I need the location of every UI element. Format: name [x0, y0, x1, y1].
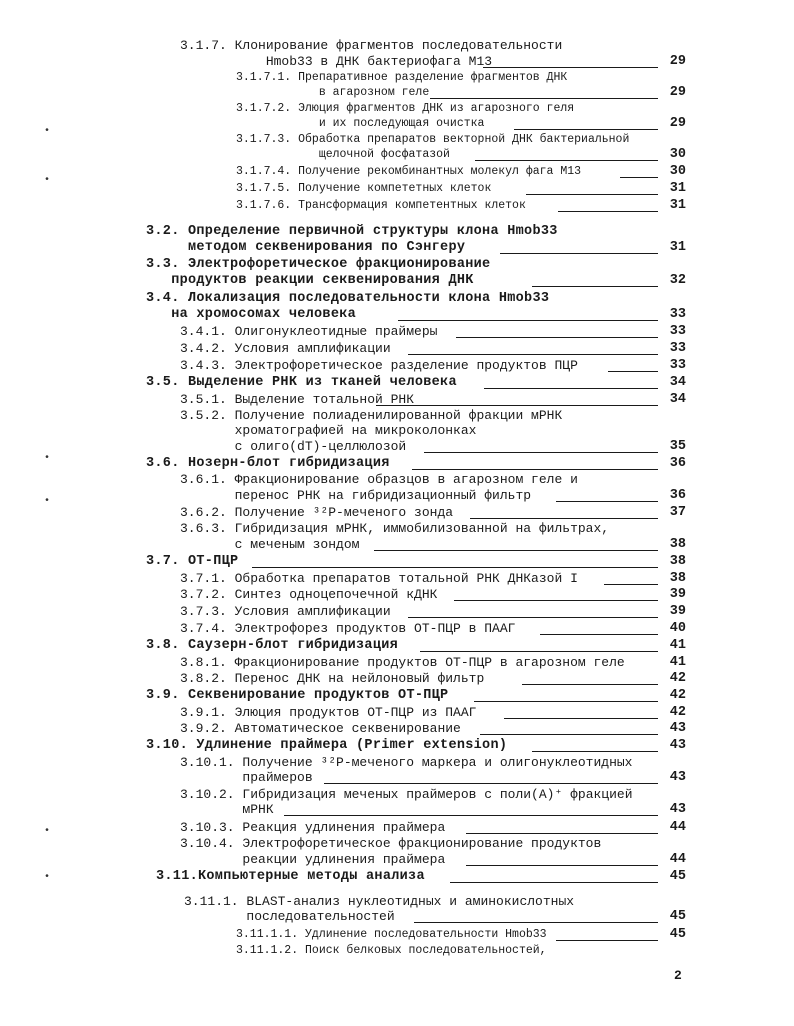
toc-entry-3-1-7-line1: 3.1.7. Клонирование фрагментов последовательности	[180, 38, 563, 53]
toc-page-number: 43	[669, 721, 686, 736]
toc-page-number: 29	[669, 116, 686, 131]
toc-page-number: 44	[669, 852, 686, 867]
toc-entry-3-5-2-line3: с олиго(dT)-целлюлозой	[180, 439, 407, 454]
toc-entry-3-8-2: 3.8.2. Перенос ДНК на нейлоновый фильтр	[180, 671, 485, 686]
leader-line	[604, 584, 658, 585]
leader-line	[284, 815, 658, 816]
toc-entry-3-7: 3.7. ОТ-ПЦР	[146, 554, 239, 569]
leader-line	[466, 865, 658, 866]
leader-line	[480, 734, 658, 735]
toc-entry-3-1-7-3-line2: щелочной фосфатазой	[236, 148, 450, 161]
toc-page-number: 35	[669, 439, 686, 454]
toc-page-number: 30	[669, 164, 686, 179]
toc-page-number: 31	[669, 240, 686, 255]
leader-line	[412, 469, 658, 470]
toc-page-number: 43	[669, 802, 686, 817]
leader-line	[514, 129, 658, 130]
leader-line	[556, 501, 658, 502]
leader-line	[532, 286, 658, 287]
toc-entry-3-5-2-line1: 3.5.2. Получение полиаденилированной фракции мРНК	[180, 408, 563, 423]
toc-entry-3-1-7-3-line1: 3.1.7.3. Обработка препаратов векторной ДНК бактериальной	[236, 133, 630, 146]
toc-page-number: 33	[669, 358, 686, 373]
leader-line	[420, 651, 658, 652]
toc-entry-3-7-2: 3.7.2. Синтез одноцепочечной кДНК	[180, 587, 438, 602]
leader-line	[532, 751, 658, 752]
toc-entry-3-4-line1: 3.4. Локализация последовательности клона Hmob33	[146, 291, 550, 306]
leader-line	[504, 718, 658, 719]
toc-page-number: 30	[669, 147, 686, 162]
leader-line	[430, 98, 658, 99]
leader-line	[408, 354, 658, 355]
toc-entry-3-9-1: 3.9.1. Элюция продуктов ОТ-ПЦР из ПААГ	[180, 705, 477, 720]
toc-entry-3-3-line2: продуктов реакции секвенирования ДНК	[146, 273, 474, 288]
toc-entry-3-1-7-1-line1: 3.1.7.1. Препаративное разделение фрагментов ДНК	[236, 71, 568, 84]
toc-page-number: 40	[669, 621, 686, 636]
toc-entry-3-5: 3.5. Выделение РНК из тканей человека	[146, 375, 457, 390]
toc-entry-3-9: 3.9. Секвенирование продуктов ОТ-ПЦР	[146, 688, 449, 703]
toc-page-number: 33	[669, 324, 686, 339]
scan-mark-dot: •	[44, 496, 51, 507]
toc-entry-3-11-1-line2: последовательностей	[184, 909, 395, 924]
toc-entry-3-4-line2: на хромосомах человека	[146, 307, 357, 322]
toc-entry-3-5-2-line2: хроматографией на микроколонках	[180, 423, 477, 438]
toc-entry-3-1-7-line2: Hmob33 в ДНК бактериофага M13	[180, 54, 493, 69]
toc-page-number: 36	[669, 488, 686, 503]
toc-page-number: 33	[669, 307, 686, 322]
toc-entry-3-6-3-line1: 3.6.3. Гибридизация мРНК, иммобилизованной на фильтрах,	[180, 521, 610, 536]
toc-page-number: 29	[669, 54, 686, 69]
toc-entry-3-6: 3.6. Нозерн-блот гибридизация	[146, 456, 390, 471]
toc-entry-3-1-7-2-line2: и их последующая очистка	[236, 117, 485, 130]
toc-entry-3-6-2: 3.6.2. Получение ³²P-меченого зонда	[180, 505, 454, 520]
toc-page-number: 32	[669, 273, 686, 288]
leader-line	[414, 922, 658, 923]
toc-page-number: 33	[669, 341, 686, 356]
toc-entry-3-11-1-1: 3.11.1.1. Удлинение последовательности Hmob33	[236, 928, 547, 941]
toc-entry-3-5-1: 3.5.1. Выделение тотальной РНК	[180, 392, 415, 407]
toc-page-number: 39	[669, 587, 686, 602]
toc-page-number: 42	[669, 671, 686, 686]
leader-line	[454, 600, 658, 601]
toc-entry-3-4-1: 3.4.1. Олигонуклеотидные праймеры	[180, 324, 438, 339]
toc-entry-3-10-2-line2: мРНК	[180, 802, 274, 817]
scan-mark-dot: •	[44, 126, 51, 137]
toc-entry-3-2-line2: методом секвенирования по Сэнгеру	[146, 240, 466, 255]
leader-line	[620, 177, 658, 178]
leader-line	[475, 160, 658, 161]
toc-entry-3-4-3: 3.4.3. Электрофоретическое разделение продуктов ПЦР	[180, 358, 578, 373]
toc-page-number: 42	[669, 688, 686, 703]
toc-entry-3-11-1-line1: 3.11.1. BLAST-анализ нуклеотидных и аминокислотных	[184, 894, 575, 909]
scan-mark-dot: •	[44, 175, 51, 186]
toc-entry-3-7-1: 3.7.1. Обработка препаратов тотальной РНК ДНКазой I	[180, 571, 578, 586]
toc-entry-3-1-7-6: 3.1.7.6. Трансформация компетентных клеток	[236, 199, 526, 212]
leader-line	[500, 253, 658, 254]
leader-line	[608, 371, 658, 372]
leader-line	[450, 882, 658, 883]
toc-page-number: 31	[669, 181, 686, 196]
toc-page-number: 43	[669, 770, 686, 785]
toc-page-number: 37	[669, 505, 686, 520]
leader-line	[408, 617, 658, 618]
leader-line	[376, 405, 658, 406]
leader-line	[424, 452, 658, 453]
leader-line	[540, 634, 658, 635]
toc-entry-3-6-1-line2: перенос РНК на гибридизационный фильтр	[180, 488, 532, 503]
toc-page-number: 41	[669, 638, 686, 653]
leader-line	[374, 550, 658, 551]
toc-entry-3-4-2: 3.4.2. Условия амплификации	[180, 341, 391, 356]
toc-entry-3-1-7-1-line2: в агарозном геле	[236, 86, 430, 99]
toc-entry-3-10-4-line2: реакции удлинения праймера	[180, 852, 446, 867]
toc-page-number: 38	[669, 571, 686, 586]
toc-page-number: 34	[669, 375, 686, 390]
leader-line	[526, 194, 658, 195]
toc-entry-3-7-4: 3.7.4. Электрофорез продуктов ОТ-ПЦР в ПААГ	[180, 621, 516, 636]
toc-page-number: 41	[669, 655, 686, 670]
toc-page-number: 44	[669, 820, 686, 835]
page-number: 2	[674, 968, 682, 983]
scan-mark-dot: •	[44, 826, 51, 837]
toc-entry-3-1-7-4: 3.1.7.4. Получение рекомбинантных молекул фага M13	[236, 165, 582, 178]
toc-page-number: 36	[669, 456, 686, 471]
toc-entry-3-10-2-line1: 3.10.2. Гибридизация меченых праймеров с поли(A)⁺ фракцией	[180, 787, 633, 802]
toc-entry-3-8: 3.8. Саузерн-блот гибридизация	[146, 638, 399, 653]
scan-mark-dot: •	[44, 453, 51, 464]
leader-line	[484, 388, 658, 389]
leader-line	[398, 320, 658, 321]
leader-line	[556, 940, 658, 941]
toc-page-number: 38	[669, 537, 686, 552]
leader-line	[558, 211, 658, 212]
toc-entry-3-10-3: 3.10.3. Реакция удлинения праймера	[180, 820, 446, 835]
toc-page-number: 43	[669, 738, 686, 753]
toc-entry-3-9-2: 3.9.2. Автоматическое секвенирование	[180, 721, 461, 736]
leader-line	[252, 567, 658, 568]
leader-line	[483, 67, 658, 68]
toc-page-number: 31	[669, 198, 686, 213]
toc-page-number: 34	[669, 392, 686, 407]
leader-line	[474, 701, 658, 702]
leader-line	[456, 337, 658, 338]
toc-entry-3-10-1-line1: 3.10.1. Получение ³²P-меченого маркера и олигонуклеотидных	[180, 755, 633, 770]
leader-line	[470, 518, 658, 519]
toc-page-number: 45	[669, 927, 686, 942]
toc-page-number: 39	[669, 604, 686, 619]
toc-entry-3-1-7-5: 3.1.7.5. Получение компететных клеток	[236, 182, 492, 195]
scan-mark-dot: •	[44, 872, 51, 883]
toc-page-number: 45	[669, 869, 686, 884]
toc-page-number: 38	[669, 554, 686, 569]
toc-page-number: 29	[669, 85, 686, 100]
toc-page-number: 45	[669, 909, 686, 924]
toc-entry-3-3-line1: 3.3. Электрофоретическое фракционирование	[146, 257, 491, 272]
toc-entry-3-10-4-line1: 3.10.4. Электрофоретическое фракционирование продуктов	[180, 836, 602, 851]
leader-line	[324, 783, 658, 784]
leader-line	[522, 684, 658, 685]
toc-entry-3-10-1-line2: праймеров	[180, 770, 313, 785]
toc-entry-3-10: 3.10. Удлинение праймера (Primer extension)	[146, 738, 508, 753]
toc-entry-3-8-1: 3.8.1. Фракционирование продуктов ОТ-ПЦР в агарозном геле	[180, 655, 625, 670]
toc-page-number: 42	[669, 705, 686, 720]
toc-entry-3-11: 3.11.Компьютерные методы анализа	[156, 869, 425, 884]
toc-entry-3-2-line1: 3.2. Определение первичной структуры клона Hmob33	[146, 224, 558, 239]
toc-entry-3-6-1-line1: 3.6.1. Фракционирование образцов в агарозном геле и	[180, 472, 578, 487]
toc-entry-3-11-1-2: 3.11.1.2. Поиск белковых последовательностей,	[236, 944, 547, 957]
leader-line	[466, 833, 658, 834]
toc-entry-3-7-3: 3.7.3. Условия амплификации	[180, 604, 391, 619]
toc-entry-3-6-3-line2: с меченым зондом	[180, 537, 360, 552]
toc-entry-3-1-7-2-line1: 3.1.7.2. Элюция фрагментов ДНК из агарозного геля	[236, 102, 575, 115]
